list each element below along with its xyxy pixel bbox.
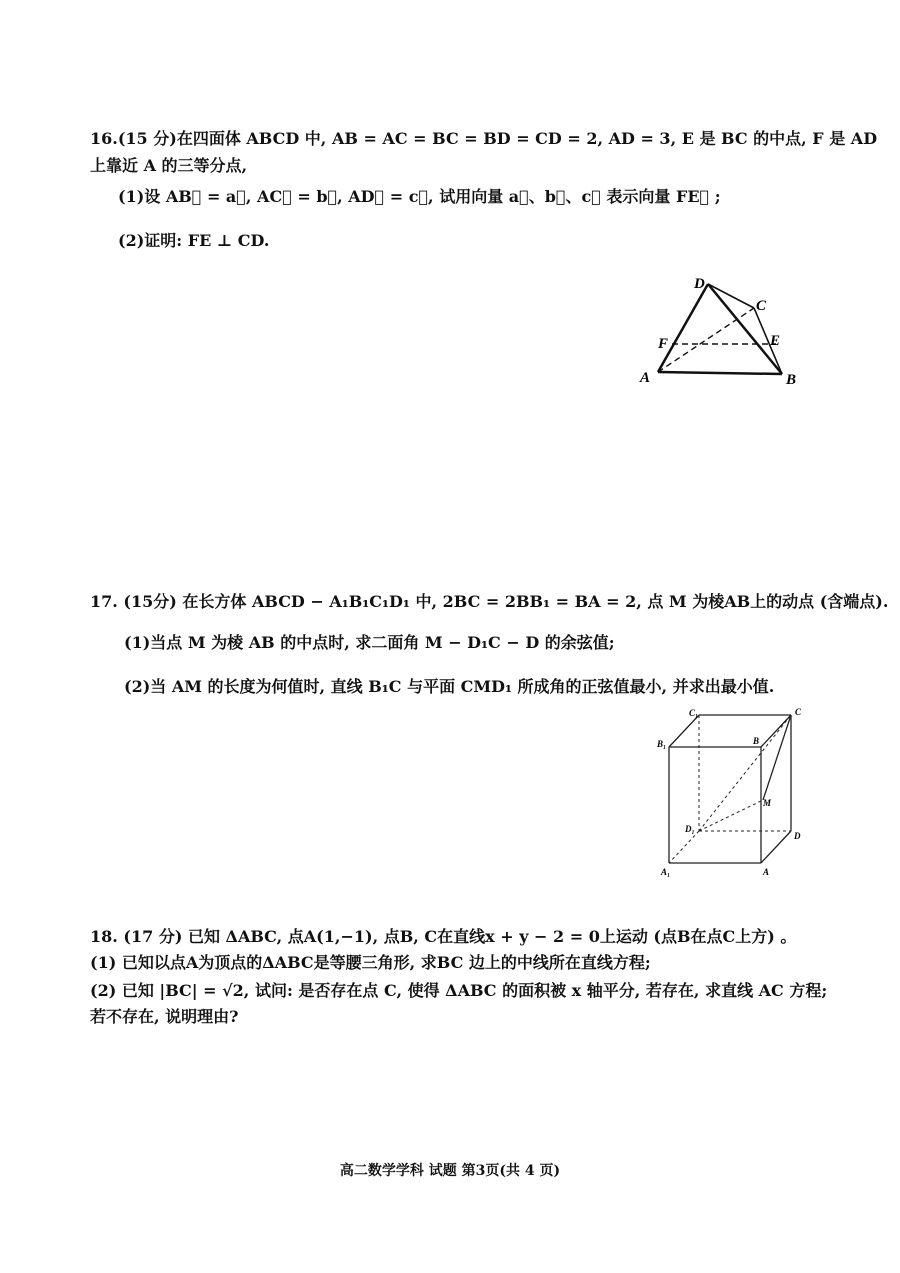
label-D: D (694, 276, 705, 292)
label-A: A (640, 370, 651, 386)
label-M: M (763, 798, 772, 808)
tetrahedron-figure (636, 268, 806, 393)
label-D: D (794, 831, 801, 841)
label-A: A (763, 867, 770, 877)
q18-line1: 18. (17 分) 已知 ΔABC, 点A(1,−1), 点B, C在直线x + y − 2 = 0上运动 (点B在点C上方) 。 (90, 927, 797, 946)
q17-part1: (1)当点 M 为棱 AB 的中点时, 求二面角 M − D₁C − D 的余弦值; (124, 633, 615, 652)
label-C: C (756, 298, 767, 314)
page-footer: 高二数学学科 试题 第3页(共 4 页) (339, 1163, 561, 1179)
q18-part2b: 若不存在, 说明理由? (90, 1007, 239, 1026)
label-A1: A₁ (661, 867, 671, 877)
cuboid-figure (655, 705, 815, 880)
q16-line2: 上靠近 A 的三等分点, (90, 156, 248, 175)
label-B: B (753, 736, 760, 746)
label-B: B (786, 372, 797, 388)
q16-part1: (1)设 AB⃗ = a⃗, AC⃗ = b⃗, AD⃗ = c⃗, 试用向量 a⃗、b⃗、c⃗ 表示向量 FE⃗ ; (118, 187, 721, 206)
label-C1: C₁ (689, 708, 699, 718)
q17-line1: 17. (15分) 在长方体 ABCD − A₁B₁C₁D₁ 中, 2BC = 2BB₁ = BA = 2, 点 M 为棱AB上的动点 (含端点). (90, 592, 889, 611)
q16-part2: (2)证明: FE ⊥ CD. (118, 231, 270, 250)
q18-part2a: (2) 已知 |BC| = √2, 试问: 是否存在点 C, 使得 ΔABC 的面积被 x 轴平分, 若存在, 求直线 AC 方程; (90, 981, 828, 1000)
label-C: C (795, 707, 802, 717)
label-D1: D₁ (685, 824, 695, 834)
label-E: E (770, 333, 781, 349)
q18-part1: (1) 已知以点A为顶点的ΔABC是等腰三角形, 求BC 边上的中线所在直线方程; (90, 953, 651, 972)
label-F: F (658, 336, 669, 352)
label-B1: B₁ (657, 739, 667, 749)
q16-line1: 16.(15 分)在四面体 ABCD 中, AB = AC = BC = BD = CD = 2, AD = 3, E 是 BC 的中点, F 是 AD (90, 129, 878, 148)
q17-part2: (2)当 AM 的长度为何值时, 直线 B₁C 与平面 CMD₁ 所成角的正弦值最小, 并求出最小值. (124, 677, 775, 696)
